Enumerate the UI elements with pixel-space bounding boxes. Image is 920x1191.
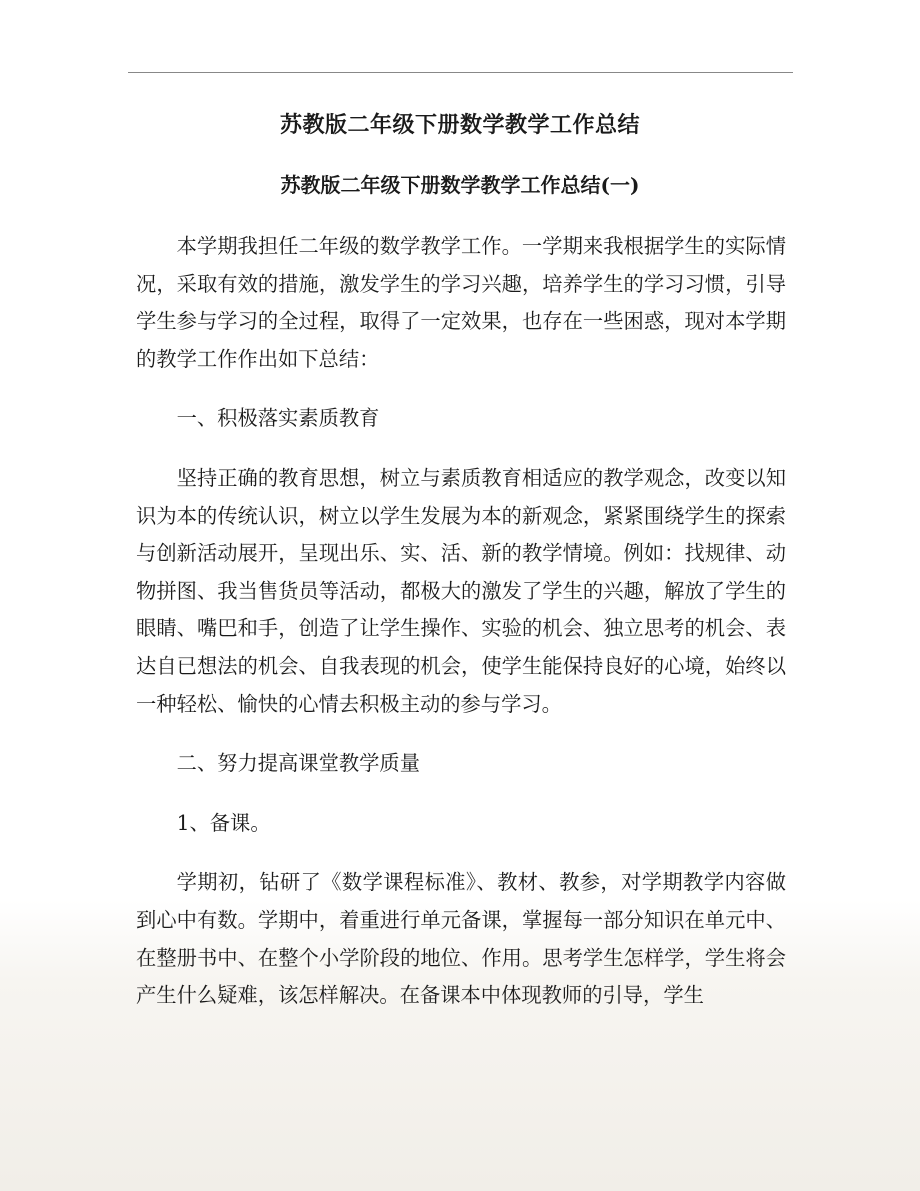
document-subtitle: 苏教版二年级下册数学教学工作总结(一) <box>280 173 640 197</box>
document-body <box>136 228 786 1037</box>
document-title: 苏教版二年级下册数学教学工作总结 <box>279 112 640 138</box>
section-heading-1: 一、积极落实素质教育 <box>176 406 380 431</box>
subsection-heading-lesson-prep: 1、备课。 <box>176 810 271 835</box>
section-heading-2: 二、努力提高课堂教学质量 <box>176 751 420 776</box>
paragraph-intro: 本学期我担任二年级的数学教学工作。一学期来我根据学生的实际情况，采取有效的措施，激发学生的学习兴趣，培养学生的学习习惯，引导学生参与学习的全过程，取得了一定效果，也存在一些困惑，现对本学期的教学工作作出如下总结： <box>136 234 786 371</box>
paragraph-quality-education: 坚持正确的教育思想，树立与素质教育相适应的教学观念，改变以知识为本的传统认识，树立以学生发展为本的新观念，紧紧围绕学生的探索与创新活动展开，呈现出乐、实、活、新的教学情境。例如：找规律、动物拼图、我当售货员等活动，都极大的激发了学生的兴趣，解放了学生的眼睛、嘴巴和手，创造了让学生操作、实验的机会、独立思考的机会、表达自已想法的机会、自我表现的机会，使学生能保持良好的心境，始终以一种轻松、愉快的心情去积极主动的参与学习。 <box>136 465 786 716</box>
header-rule <box>128 72 793 73</box>
paragraph-lesson-prep: 学期初，钻研了《数学课程标准》、教材、教参，对学期教学内容做到心中有数。学期中，着重进行单元备课，掌握每一部分知识在单元中、在整册书中、在整个小学阶段的地位、作用。思考学生怎样学，学生将会产生什么疑难，该怎样解决。在备课本中体现教师的引导，学生 <box>136 870 786 1008</box>
